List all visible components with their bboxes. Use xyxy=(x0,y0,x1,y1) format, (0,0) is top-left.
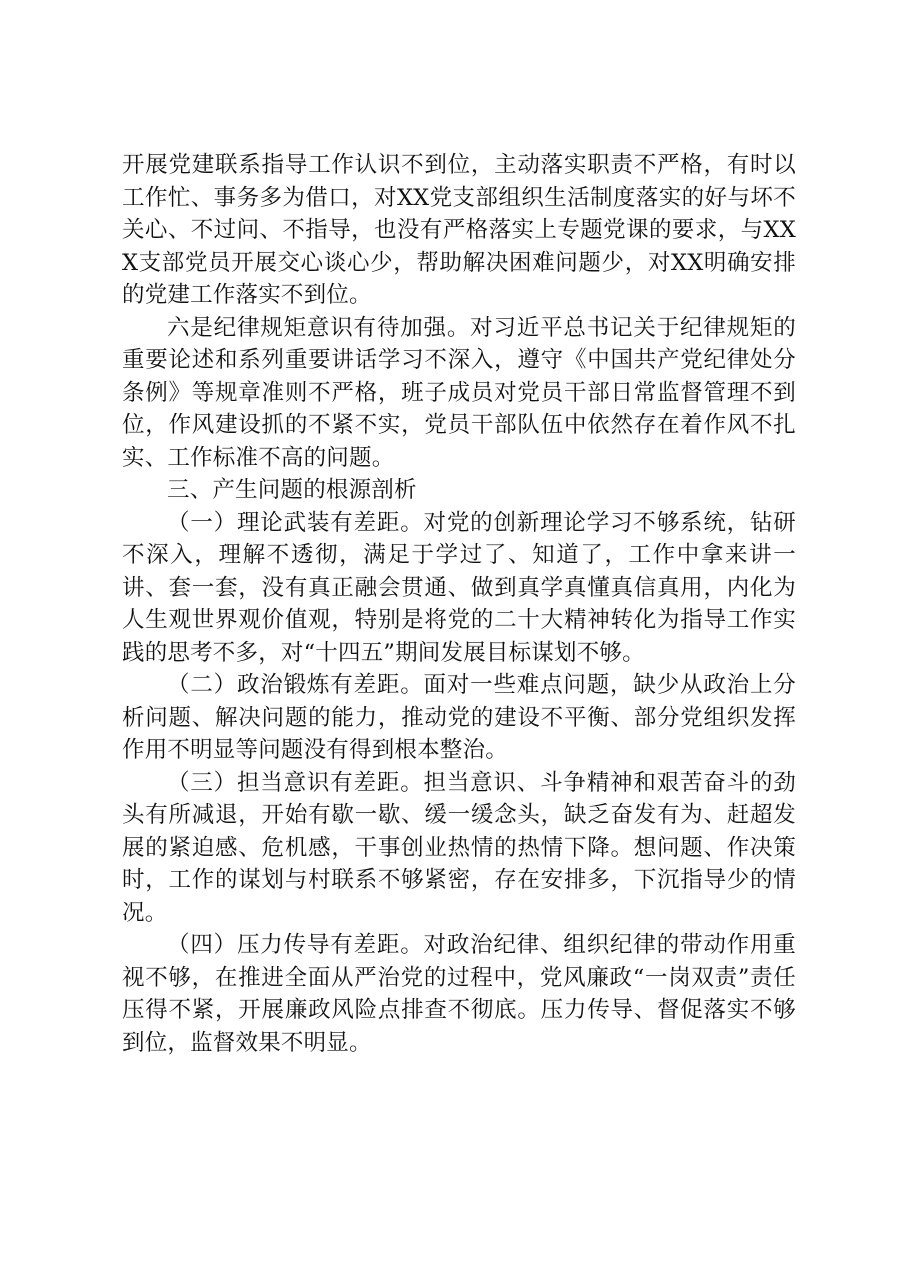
paragraph-theory: （一）理论武装有差距。对党的创新理论学习不够系统，钻研不深入，理解不透彻，满足于学过了、知道了，工作中拿来讲一讲、套一套，没有真正融会贯通、做到真学真懂真信真用，内化为人生观世界观价值观，特别是将党的二十大精神转化为指导工作实践的思考不多，对“十四五”期间发展目标谋划不够。 xyxy=(122,509,796,666)
document-page xyxy=(122,149,796,1059)
paragraph-pressure: （四）压力传导有差距。对政治纪律、组织纪律的带动作用重视不够，在推进全面从严治党的过程中，党风廉政“一岗双责”责任压得不紧，开展廉政风险点排查不彻底。压力传导、督促落实不够到位，监督效果不明显。 xyxy=(122,932,796,1056)
paragraph-discipline: 六是纪律规矩意识有待加强。对习近平总书记关于纪律规矩的重要论述和系列重要讲话学习不深入，遵守《中国共产党纪律处分条例》等规章准则不严格，班子成员对党员干部日常监督管理不到位，作风建设抓的不紧不实，党员干部队伍中依然存在着作风不扎实、工作标准不高的问题。 xyxy=(122,314,796,471)
section-heading-root-cause: 三、产生问题的根源剖析 xyxy=(167,477,417,503)
paragraph-politics: （二）政治锻炼有差距。面对一些难点问题，缺少从政治上分析问题、解决问题的能力，推动党的建设不平衡、部分党组织发挥作用不明显等问题没有得到根本整治。 xyxy=(122,672,796,763)
paragraph-continuation: 开展党建联系指导工作认识不到位，主动落实职责不严格，有时以工作忙、事务多为借口，对XX党支部组织生活制度落实的好与坏不关心、不过问、不指导，也没有严格落实上专题党课的要求，与XXX支部党员开展交心谈心少，帮助解决困难问题少，对XX明确安排的党建工作落实不到位。 xyxy=(122,152,796,308)
paragraph-responsibility: （三）担当意识有差距。担当意识、斗争精神和艰苦奋斗的劲头有所减退，开始有歇一歇、缓一缓念头，缺乏奋发有为、赶超发展的紧迫感、危机感，干事创业热情的热情下降。想问题、作决策时，工作的谋划与村联系不够紧密，存在安排多，下沉指导少的情况。 xyxy=(122,769,796,926)
